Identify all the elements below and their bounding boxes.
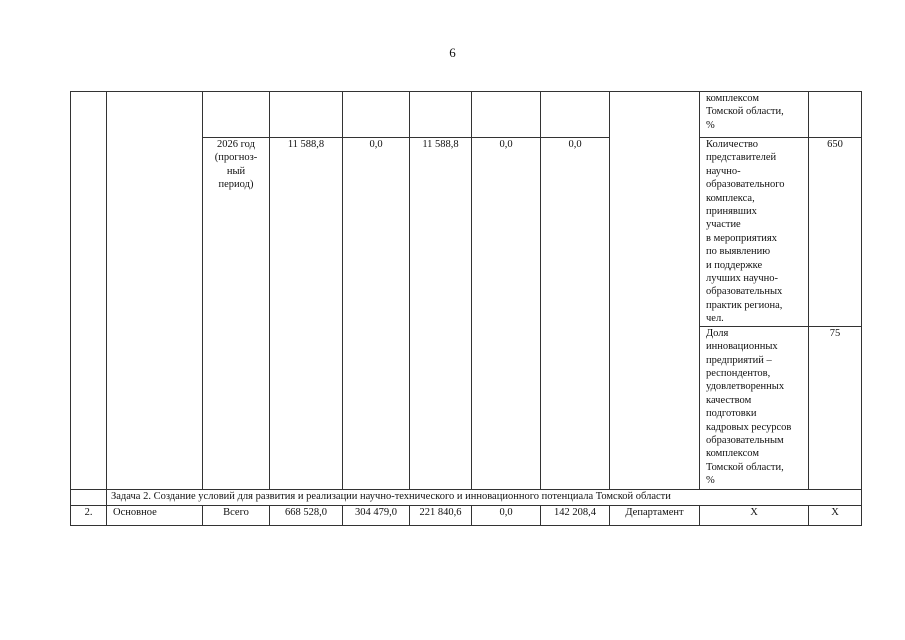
cell-extra [541,92,610,138]
table-row [71,505,862,525]
cell-period [203,92,270,138]
cell-value: Х [809,505,862,525]
cell-indicator: Х [700,505,809,525]
task-header: Задача 2. Создание условий для развития и реализации научно-технического и инновационного потенциала Томской области [107,489,862,505]
cell-executor: Департамент [610,505,700,525]
cell-period: Всего [203,505,270,525]
cell-total: 668 528,0 [270,505,343,525]
cell-extra: 142 208,4 [541,505,610,525]
cell-num [71,489,107,505]
cell-fed [343,92,410,138]
cell-mun: 0,0 [472,138,541,490]
cell-value [809,92,862,138]
cell-fed: 304 479,0 [343,505,410,525]
cell-num: 2. [71,505,107,525]
cell-total: 11 588,8 [270,138,343,490]
cell-total [270,92,343,138]
cell-mun [472,92,541,138]
cell-mun: 0,0 [472,505,541,525]
cell-reg [410,92,472,138]
cell-num [71,92,107,490]
cell-value: 650 [809,138,862,327]
cell-name [107,92,203,490]
cell-value: 75 [809,326,862,489]
cell-reg: 11 588,8 [410,138,472,490]
cell-period: 2026 год (прогноз- ный период) [203,138,270,490]
cell-reg: 221 840,6 [410,505,472,525]
table-row [71,489,862,505]
program-table [70,91,862,526]
cell-fed: 0,0 [343,138,410,490]
cell-indicator: комплексом Томской области, % [700,92,809,138]
table-row [71,92,862,138]
page-number: 6 [449,45,456,60]
cell-indicator: Количество представителей научно- образовательного комплекса, принявших участие в мероприятиях по выявлению и поддержке лучших научно- образовательных практик региона, чел. [700,138,809,327]
cell-indicator: Доля инновационных предприятий – респондентов, удовлетворенных качеством подготовки кадровых ресурсов образовательным комплексом Томской области, % [700,326,809,489]
cell-extra: 0,0 [541,138,610,490]
cell-name: Основное [107,505,203,525]
cell-executor [610,92,700,490]
